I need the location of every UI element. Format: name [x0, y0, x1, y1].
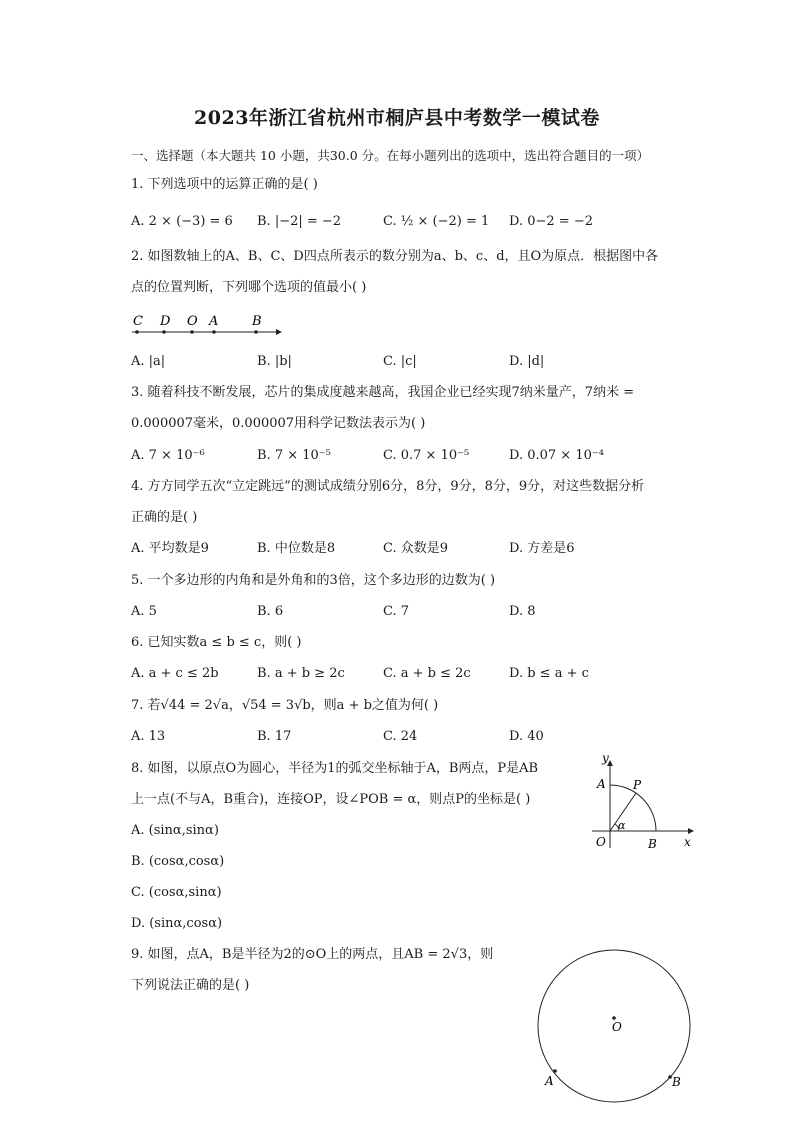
q1-option-c[interactable]: C. ½ × (−2) = 1: [383, 214, 490, 229]
q5-option-d[interactable]: D. 8: [509, 604, 536, 619]
circle-figure: [530, 938, 700, 1118]
q1-option-d[interactable]: D. 0−2 = −2: [509, 214, 593, 229]
q2-option-b[interactable]: B. |b|: [257, 354, 292, 369]
question-8-line-1: 8. 如图，以原点O为圆心，半径为1的弧交坐标轴于A，B两点，P是AB: [131, 761, 539, 776]
question-9-line-1: 9. 如图，点A，B是半径为2的⊙O上的两点，且AB = 2√3，则: [131, 947, 494, 962]
label-x: x: [684, 835, 691, 849]
point-c-dot: [135, 330, 139, 334]
q6-option-c[interactable]: C. a + b ≤ 2c: [383, 666, 471, 681]
q7-option-c[interactable]: C. 24: [383, 729, 418, 744]
question-9-line-2: 下列说法正确的是( ): [131, 978, 250, 993]
q2-option-c[interactable]: C. |c|: [383, 354, 417, 369]
label-o: O: [596, 835, 606, 849]
q2-option-d[interactable]: D. |d|: [509, 354, 545, 369]
label-a: A: [597, 777, 606, 791]
q3-option-a[interactable]: A. 7 × 10⁻⁶: [131, 448, 205, 463]
point-a-dot: [212, 330, 216, 334]
question-8-line-2: 上一点(不与A，B重合)，连接OP，设∠POB = α，则点P的坐标是( ): [131, 792, 531, 807]
label-a: A: [209, 314, 219, 329]
q6-option-b[interactable]: B. a + b ≥ 2c: [257, 666, 345, 681]
q8-option-a[interactable]: A. (sinα,sinα): [131, 823, 219, 838]
q6-option-d[interactable]: D. b ≤ a + c: [509, 666, 589, 681]
question-2-line-2: 点的位置判断，下列哪个选项的值最小( ): [131, 280, 367, 295]
q8-option-d[interactable]: D. (sinα,cosα): [131, 916, 223, 931]
label-b: B: [648, 837, 657, 851]
q7-option-b[interactable]: B. 17: [257, 729, 292, 744]
question-4-line-1: 4. 方方同学五次“立定跳远”的测试成绩分别6分，8分，9分，8分，9分，对这些数据分析: [131, 479, 645, 494]
q3-option-d[interactable]: D. 0.07 × 10⁻⁴: [509, 448, 604, 463]
q1-option-b[interactable]: B. |−2| = −2: [257, 214, 342, 229]
section-heading: 一、选择题（本大题共 10 小题，共30.0 分。在每小题列出的选项中，选出符合题目的一项）: [131, 148, 650, 163]
question-3-line-1: 3. 随着科技不断发展，芯片的集成度越来越高，我国企业已经实现7纳米量产，7纳米 =: [131, 385, 635, 400]
q8-option-b[interactable]: B. (cosα,cosα): [131, 854, 225, 869]
label-c: C: [133, 314, 143, 329]
q5-option-b[interactable]: B. 6: [257, 604, 284, 619]
q8-option-c[interactable]: C. (cosα,sinα): [131, 885, 222, 900]
label-b: B: [252, 314, 262, 329]
q6-option-a[interactable]: A. a + c ≤ 2b: [131, 666, 219, 681]
question-1: 1. 下列选项中的运算正确的是( ): [131, 177, 318, 192]
label-a: A: [545, 1074, 554, 1088]
point-b-dot: [254, 330, 258, 334]
label-d: D: [160, 314, 171, 329]
label-b: B: [672, 1075, 681, 1089]
q7-option-a[interactable]: A. 13: [131, 729, 166, 744]
q3-option-b[interactable]: B. 7 × 10⁻⁵: [257, 448, 331, 463]
number-line-figure: [128, 310, 288, 342]
point-o-dot: [190, 330, 194, 334]
label-o: O: [612, 1020, 622, 1034]
q4-option-c[interactable]: C. 众数是9: [383, 541, 449, 556]
question-7: 7. 若√44 = 2√a，√54 = 3√b，则a + b之值为何( ): [131, 698, 439, 713]
q4-option-d[interactable]: D. 方差是6: [509, 541, 575, 556]
question-2-line-1: 2. 如图数轴上的A、B、C、D四点所表示的数分别为a、b、c、d，且O为原点．根据图中各: [131, 249, 659, 264]
label-o: O: [187, 314, 198, 329]
question-3-line-2: 0.000007毫米，0.000007用科学记数法表示为( ): [131, 416, 426, 431]
x-axis-arrow: [688, 828, 694, 834]
arc-coordinate-figure: [588, 752, 698, 854]
q7-option-d[interactable]: D. 40: [509, 729, 544, 744]
q3-option-c[interactable]: C. 0.7 × 10⁻⁵: [383, 448, 470, 463]
point-d-dot: [162, 330, 166, 334]
q4-option-a[interactable]: A. 平均数是9: [131, 541, 209, 556]
q5-option-c[interactable]: C. 7: [383, 604, 410, 619]
q5-option-a[interactable]: A. 5: [131, 604, 157, 619]
label-y: y: [602, 752, 609, 765]
label-p: P: [633, 778, 642, 792]
q2-option-a[interactable]: A. |a|: [131, 354, 166, 369]
number-line-arrow: [276, 329, 282, 335]
question-5: 5. 一个多边形的内角和是外角和的3倍，这个多边形的边数为( ): [131, 573, 496, 588]
q4-option-b[interactable]: B. 中位数是8: [257, 541, 336, 556]
q1-option-a[interactable]: A. 2 × (−3) = 6: [131, 214, 233, 229]
point-a-dot: [553, 1069, 557, 1073]
question-6: 6. 已知实数a ≤ b ≤ c，则( ): [131, 635, 302, 650]
label-alpha: α: [618, 819, 626, 832]
page-title: 2023年浙江省杭州市桐庐县中考数学一模试卷: [194, 107, 600, 129]
question-4-line-2: 正确的是( ): [131, 510, 198, 525]
